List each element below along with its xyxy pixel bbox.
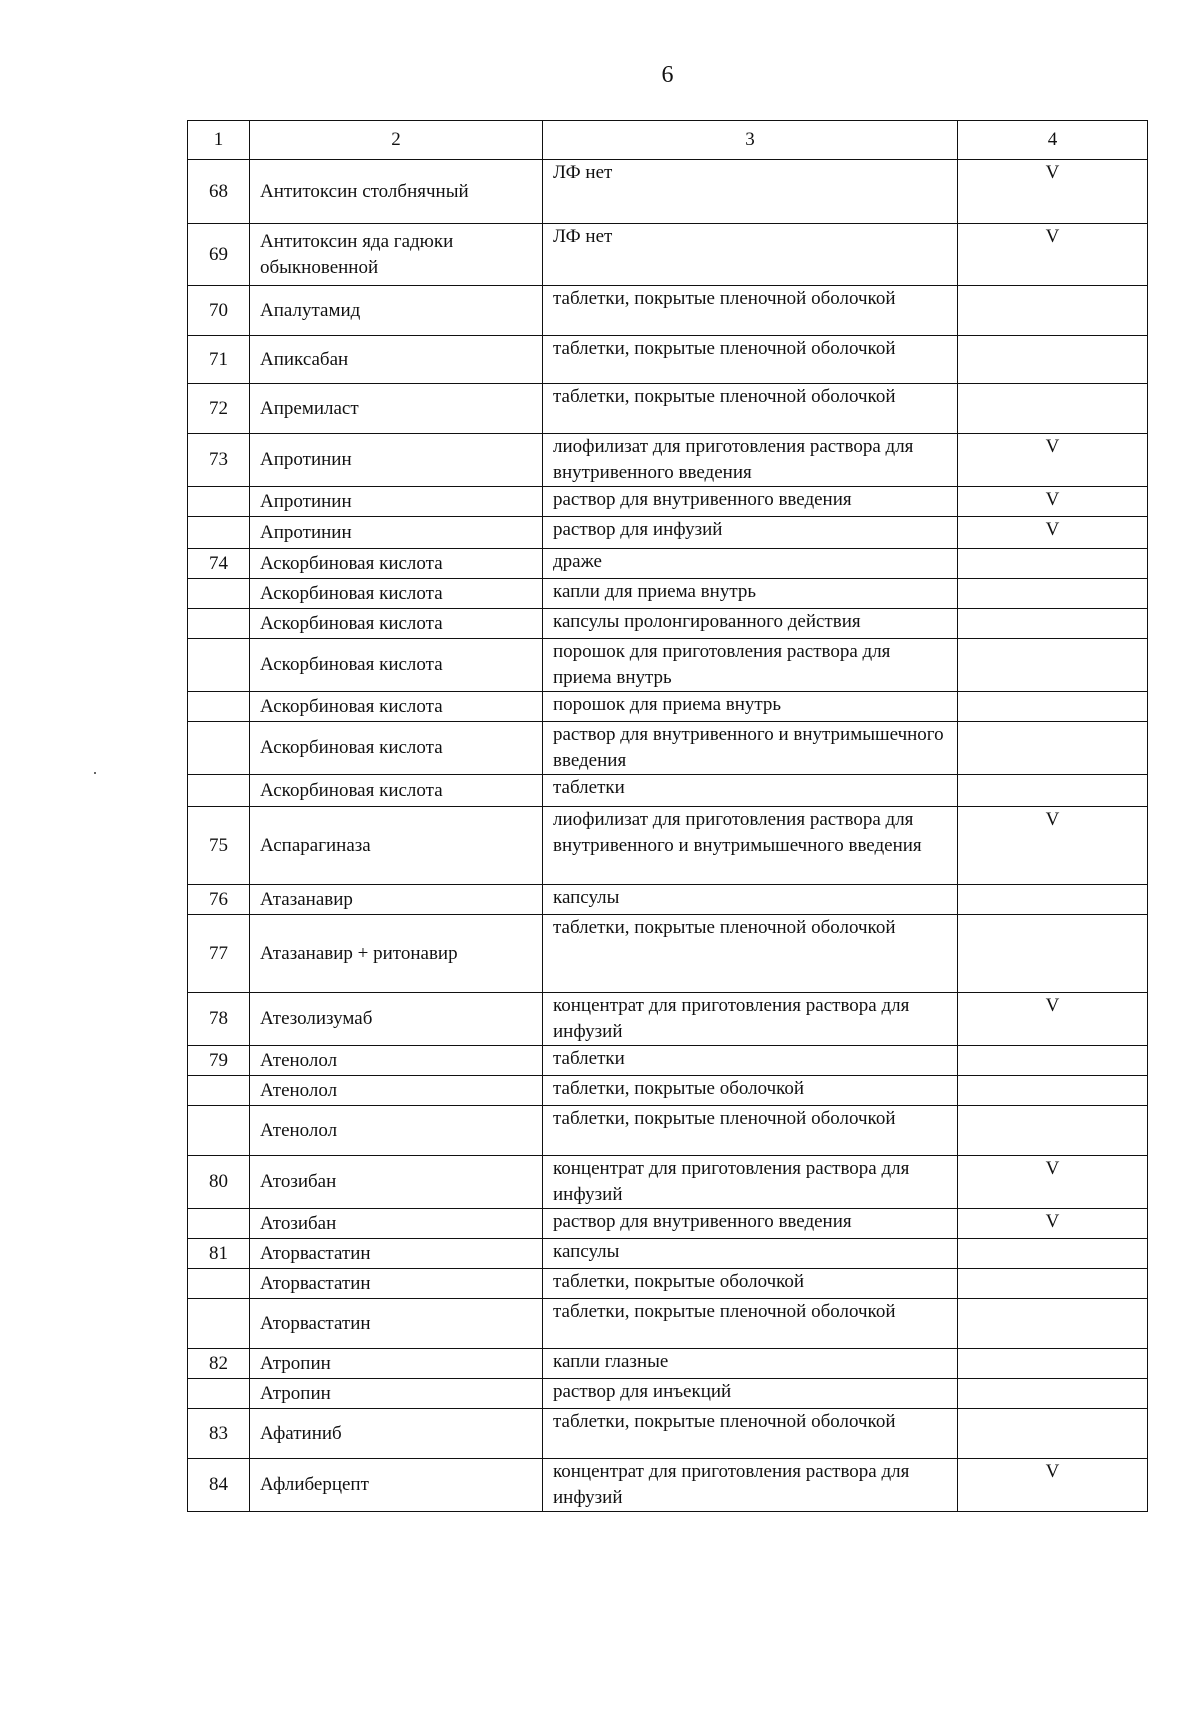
mark-cell <box>958 1299 1148 1349</box>
drug-name: Аторвастатин <box>250 1239 543 1269</box>
table-row <box>188 885 1148 915</box>
table-row <box>188 775 1148 807</box>
table-row <box>188 1379 1148 1409</box>
drug-name: Аскорбиновая кислота <box>250 549 543 579</box>
dosage-form: концентрат для приготовления раствора для инфузий <box>543 1156 958 1209</box>
dosage-form: раствор для внутривенного введения <box>543 1209 958 1239</box>
mark-cell <box>958 915 1148 993</box>
dosage-form: порошок для приготовления раствора для приема внутрь <box>543 639 958 692</box>
dosage-form: ЛФ нет <box>543 160 958 224</box>
row-number: 80 <box>188 1156 250 1209</box>
dosage-form: концентрат для приготовления раствора для инфузий <box>543 993 958 1046</box>
row-number <box>188 775 250 807</box>
drug-name: Аскорбиновая кислота <box>250 722 543 775</box>
dosage-form: раствор для инъекций <box>543 1379 958 1409</box>
mark-cell: V <box>958 1156 1148 1209</box>
drug-name: Атенолол <box>250 1076 543 1106</box>
table-row <box>188 434 1148 487</box>
mark-cell <box>958 609 1148 639</box>
row-number <box>188 639 250 692</box>
row-number <box>188 692 250 722</box>
table-row <box>188 807 1148 885</box>
table-row <box>188 1459 1148 1512</box>
dosage-form: концентрат для приготовления раствора для инфузий <box>543 1459 958 1512</box>
row-number: 69 <box>188 224 250 286</box>
dosage-form: таблетки, покрытые оболочкой <box>543 1076 958 1106</box>
mark-cell <box>958 579 1148 609</box>
row-number: 70 <box>188 286 250 336</box>
row-number: 81 <box>188 1239 250 1269</box>
header-row <box>188 121 1148 160</box>
dosage-form: таблетки, покрытые пленочной оболочкой <box>543 1299 958 1349</box>
drug-name: Атозибан <box>250 1209 543 1239</box>
mark-cell: V <box>958 1459 1148 1512</box>
table-row <box>188 1156 1148 1209</box>
mark-cell <box>958 1349 1148 1379</box>
table-row <box>188 549 1148 579</box>
drug-name: Апротинин <box>250 434 543 487</box>
drug-name: Атропин <box>250 1379 543 1409</box>
drug-name: Атозибан <box>250 1156 543 1209</box>
table-row <box>188 1269 1148 1299</box>
table-row <box>188 336 1148 384</box>
drug-name: Аскорбиновая кислота <box>250 692 543 722</box>
table-row <box>188 286 1148 336</box>
mark-cell <box>958 1379 1148 1409</box>
mark-cell <box>958 1106 1148 1156</box>
mark-cell <box>958 692 1148 722</box>
dosage-form: драже <box>543 549 958 579</box>
mark-cell: V <box>958 807 1148 885</box>
mark-cell <box>958 885 1148 915</box>
drug-name: Афатиниб <box>250 1409 543 1459</box>
row-number <box>188 1379 250 1409</box>
row-number <box>188 1106 250 1156</box>
row-number: 84 <box>188 1459 250 1512</box>
dosage-form: таблетки, покрытые пленочной оболочкой <box>543 1106 958 1156</box>
dosage-form: таблетки, покрытые пленочной оболочкой <box>543 384 958 434</box>
dosage-form: раствор для внутривенного и внутримышечного введения <box>543 722 958 775</box>
drug-name: Атропин <box>250 1349 543 1379</box>
mark-cell: V <box>958 993 1148 1046</box>
row-number: 78 <box>188 993 250 1046</box>
drug-name: Атазанавир <box>250 885 543 915</box>
table-row <box>188 1046 1148 1076</box>
mark-cell <box>958 1046 1148 1076</box>
row-number <box>188 487 250 517</box>
dosage-form: раствор для инфузий <box>543 517 958 549</box>
drug-name: Антитоксин столбнячный <box>250 160 543 224</box>
row-number: 75 <box>188 807 250 885</box>
mark-cell: V <box>958 1209 1148 1239</box>
mark-cell <box>958 384 1148 434</box>
row-number: 82 <box>188 1349 250 1379</box>
mark-cell <box>958 1076 1148 1106</box>
table-row <box>188 1299 1148 1349</box>
table-row <box>188 1409 1148 1459</box>
dosage-form: таблетки, покрытые пленочной оболочкой <box>543 1409 958 1459</box>
mark-cell <box>958 1239 1148 1269</box>
column-header-4: 4 <box>958 121 1148 160</box>
table-row <box>188 1076 1148 1106</box>
drug-name: Атенолол <box>250 1046 543 1076</box>
table-row <box>188 160 1148 224</box>
table-row <box>188 1239 1148 1269</box>
drug-name: Атенолол <box>250 1106 543 1156</box>
column-header-2: 2 <box>250 121 543 160</box>
row-number: 76 <box>188 885 250 915</box>
mark-cell: V <box>958 487 1148 517</box>
table-row <box>188 1349 1148 1379</box>
dosage-form: порошок для приема внутрь <box>543 692 958 722</box>
drug-name: Афлиберцепт <box>250 1459 543 1512</box>
dosage-form: таблетки <box>543 1046 958 1076</box>
table-body <box>188 121 1148 1512</box>
mark-cell <box>958 722 1148 775</box>
dosage-form: капсулы <box>543 885 958 915</box>
dosage-form: таблетки <box>543 775 958 807</box>
dosage-form: таблетки, покрытые пленочной оболочкой <box>543 336 958 384</box>
drug-list-table <box>187 120 1148 1512</box>
table-row <box>188 722 1148 775</box>
column-header-3: 3 <box>543 121 958 160</box>
dosage-form: таблетки, покрытые пленочной оболочкой <box>543 915 958 993</box>
table-row <box>188 1209 1148 1239</box>
mark-cell <box>958 775 1148 807</box>
dosage-form: капсулы пролонгированного действия <box>543 609 958 639</box>
row-number: 71 <box>188 336 250 384</box>
mark-cell: V <box>958 160 1148 224</box>
table-row <box>188 639 1148 692</box>
table-row <box>188 993 1148 1046</box>
row-number: 74 <box>188 549 250 579</box>
drug-name: Аторвастатин <box>250 1299 543 1349</box>
drug-name: Апалутамид <box>250 286 543 336</box>
row-number <box>188 1299 250 1349</box>
dosage-form: лиофилизат для приготовления раствора для внутривенного введения <box>543 434 958 487</box>
drug-name: Аскорбиновая кислота <box>250 579 543 609</box>
drug-name: Аскорбиновая кислота <box>250 775 543 807</box>
mark-cell <box>958 336 1148 384</box>
drug-name: Антитоксин яда гадюки обыкновенной <box>250 224 543 286</box>
page-number: 6 <box>661 62 674 88</box>
table-row <box>188 487 1148 517</box>
table-row <box>188 579 1148 609</box>
drug-name: Атазанавир + ритонавир <box>250 915 543 993</box>
mark-cell: V <box>958 434 1148 487</box>
column-header-1: 1 <box>188 121 250 160</box>
drug-name: Аспарагиназа <box>250 807 543 885</box>
row-number: 77 <box>188 915 250 993</box>
mark-cell <box>958 1269 1148 1299</box>
dosage-form: ЛФ нет <box>543 224 958 286</box>
drug-name: Аторвастатин <box>250 1269 543 1299</box>
table-row <box>188 692 1148 722</box>
drug-name: Апремиласт <box>250 384 543 434</box>
mark-cell: V <box>958 517 1148 549</box>
mark-cell <box>958 1409 1148 1459</box>
row-number <box>188 609 250 639</box>
dosage-form: капли глазные <box>543 1349 958 1379</box>
row-number <box>188 1076 250 1106</box>
table-row <box>188 1106 1148 1156</box>
dosage-form: таблетки, покрытые пленочной оболочкой <box>543 286 958 336</box>
mark-cell <box>958 286 1148 336</box>
table-row <box>188 224 1148 286</box>
table-row <box>188 517 1148 549</box>
row-number: 73 <box>188 434 250 487</box>
table-row <box>188 384 1148 434</box>
scan-speck <box>94 772 96 774</box>
row-number: 72 <box>188 384 250 434</box>
drug-name: Апротинин <box>250 517 543 549</box>
row-number: 68 <box>188 160 250 224</box>
drug-name: Аскорбиновая кислота <box>250 639 543 692</box>
table-row <box>188 915 1148 993</box>
row-number <box>188 1269 250 1299</box>
mark-cell <box>958 639 1148 692</box>
mark-cell: V <box>958 224 1148 286</box>
row-number: 83 <box>188 1409 250 1459</box>
drug-name: Атезолизумаб <box>250 993 543 1046</box>
dosage-form: капсулы <box>543 1239 958 1269</box>
mark-cell <box>958 549 1148 579</box>
drug-name: Аскорбиновая кислота <box>250 609 543 639</box>
row-number <box>188 1209 250 1239</box>
drug-name: Апиксабан <box>250 336 543 384</box>
dosage-form: капли для приема внутрь <box>543 579 958 609</box>
dosage-form: раствор для внутривенного введения <box>543 487 958 517</box>
row-number <box>188 722 250 775</box>
row-number <box>188 579 250 609</box>
table-row <box>188 609 1148 639</box>
dosage-form: таблетки, покрытые оболочкой <box>543 1269 958 1299</box>
dosage-form: лиофилизат для приготовления раствора для внутривенного и внутримышечного введения <box>543 807 958 885</box>
row-number <box>188 517 250 549</box>
row-number: 79 <box>188 1046 250 1076</box>
drug-name: Апротинин <box>250 487 543 517</box>
